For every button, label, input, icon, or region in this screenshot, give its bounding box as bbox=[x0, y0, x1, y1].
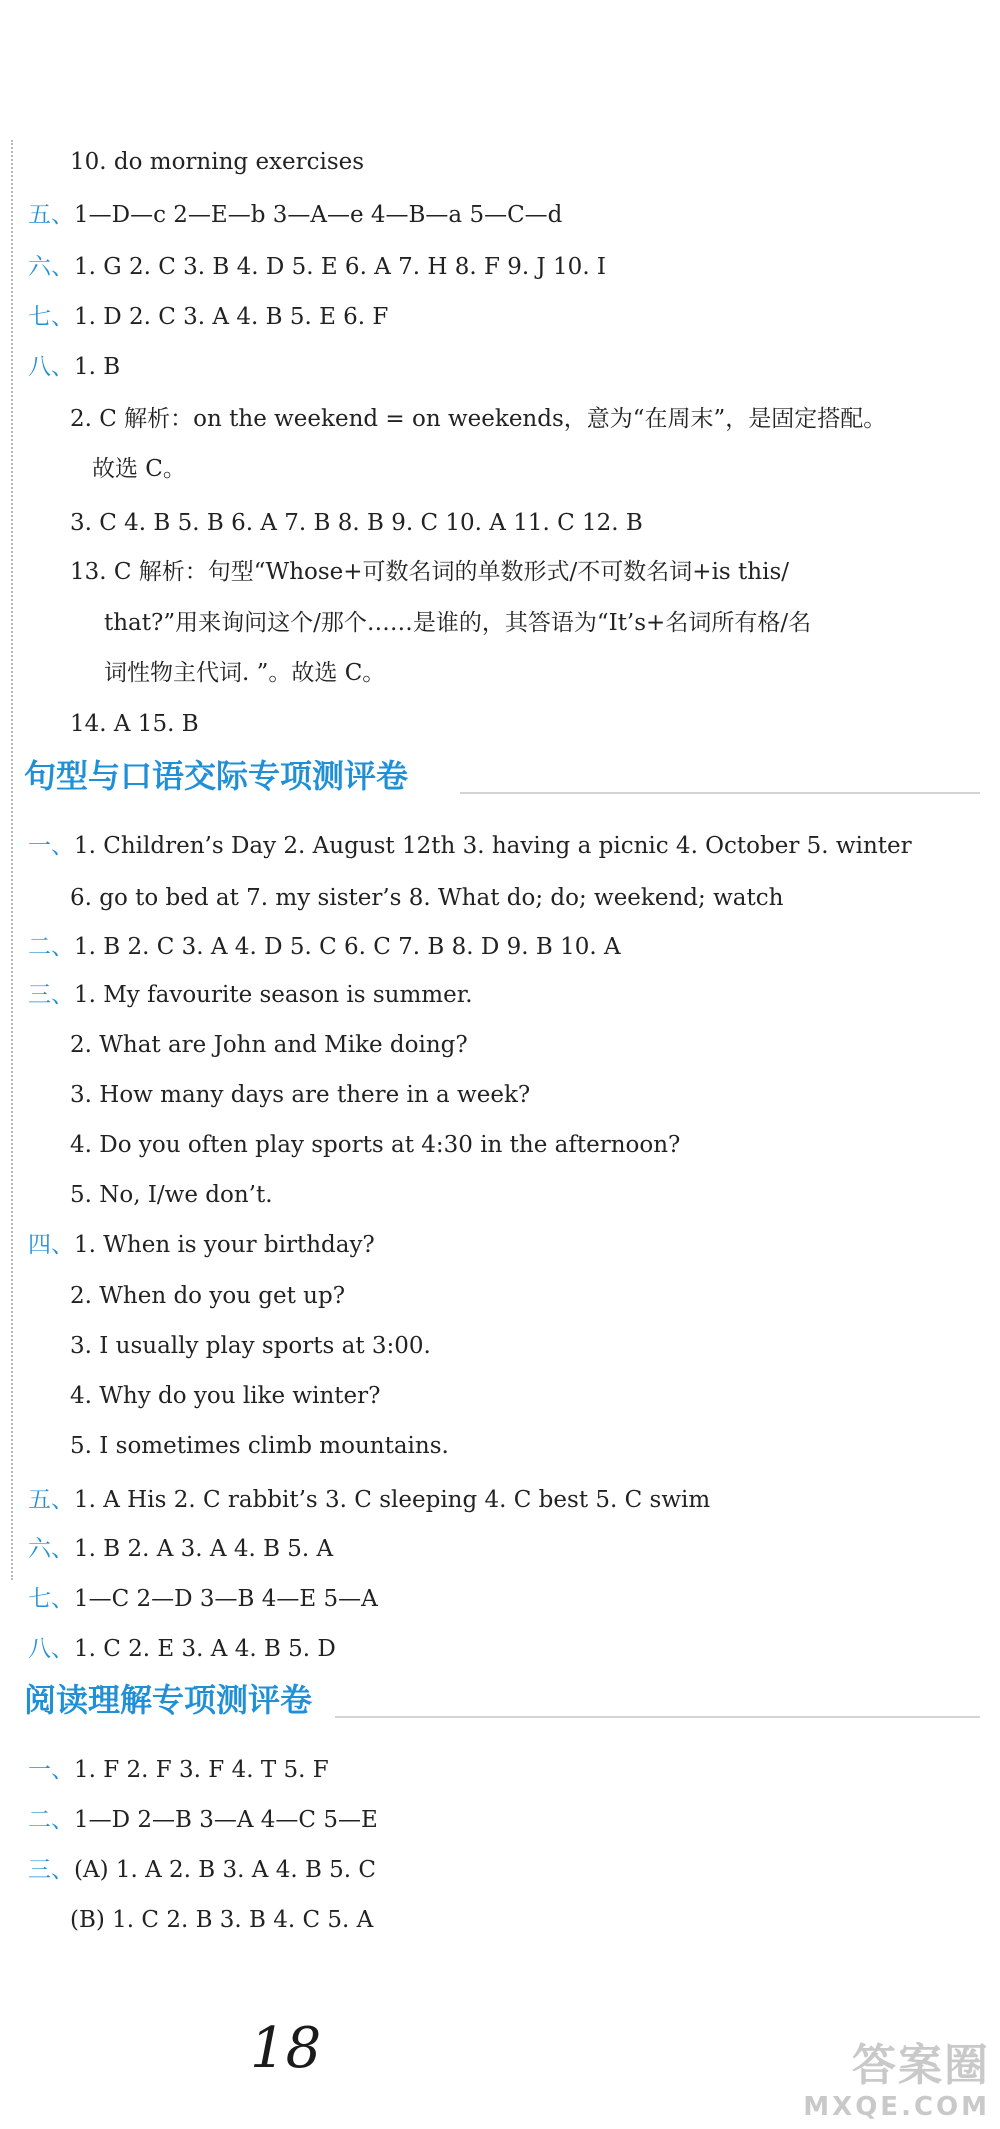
watermark-logo: 答案圈 bbox=[852, 2040, 990, 2091]
question-number: 八、 bbox=[28, 1636, 74, 1662]
answer-text: 1. F 2. F 3. F 4. T 5. F bbox=[74, 1757, 329, 1783]
answer-text: (A) 1. A 2. B 3. A 4. B 5. C bbox=[74, 1857, 377, 1883]
question-number: 六、 bbox=[28, 254, 74, 280]
answer-text: 1. A His 2. C rabbit’s 3. C sleeping 4. C best 5. C swim bbox=[74, 1487, 711, 1513]
answer-text: 1—C 2—D 3—B 4—E 5—A bbox=[74, 1586, 378, 1612]
question-number: 二、 bbox=[28, 1807, 74, 1833]
answer-text: 1. B 2. A 3. A 4. B 5. A bbox=[74, 1536, 334, 1562]
answer-line bbox=[28, 931, 1000, 963]
answer-line bbox=[28, 1804, 1000, 1836]
answer-line bbox=[28, 1533, 1000, 1565]
answer-line: 3. C 4. B 5. B 6. A 7. B 8. B 9. C 10. A 11. C 12. B bbox=[70, 510, 643, 536]
answer-line: 6. go to bed at 7. my sister’s 8. What do; do; weekend; watch bbox=[70, 885, 784, 911]
answer-text: 1—D—c 2—E—b 3—A—e 4—B—a 5—C—d bbox=[74, 202, 563, 228]
section-rule bbox=[335, 1716, 980, 1718]
answer-line bbox=[28, 1583, 1000, 1615]
answer-line: 10. do morning exercises bbox=[70, 149, 365, 175]
answer-line: 4. Why do you like winter? bbox=[70, 1383, 381, 1409]
question-number: 五、 bbox=[28, 202, 74, 228]
watermark-url: MXQE.COM bbox=[803, 2092, 990, 2122]
handwritten-page-number: 18 bbox=[250, 2016, 322, 2081]
answer-line bbox=[28, 1229, 1000, 1261]
answer-line: 2. When do you get up? bbox=[70, 1283, 346, 1309]
question-number: 一、 bbox=[28, 833, 74, 859]
answer-line: 13. C 解析：句型“Whose+可数名词的单数形式/不可数名词+is this/ bbox=[70, 559, 789, 585]
answer-text: 1. When is your birthday? bbox=[74, 1232, 375, 1258]
answer-line bbox=[28, 301, 1000, 333]
answer-line bbox=[28, 251, 1000, 283]
site-watermark bbox=[803, 2040, 990, 2122]
answer-line bbox=[28, 1754, 1000, 1786]
answer-line: that?”用来询问这个/那个……是谁的，其答语为“It’s+名词所有格/名 bbox=[104, 610, 812, 636]
answer-line: 14. A 15. B bbox=[70, 711, 199, 737]
question-number: 六、 bbox=[28, 1536, 74, 1562]
answer-text: 1. D 2. C 3. A 4. B 5. E 6. F bbox=[74, 304, 389, 330]
answer-line bbox=[28, 979, 1000, 1011]
question-number: 四、 bbox=[28, 1232, 74, 1258]
answer-text: 1. C 2. E 3. A 4. B 5. D bbox=[74, 1636, 336, 1662]
section-title: 阅读理解专项测评卷 bbox=[24, 1681, 313, 1719]
answer-line: 3. How many days are there in a week? bbox=[70, 1082, 531, 1108]
question-number: 三、 bbox=[28, 1857, 74, 1883]
answer-line: 故选 C。 bbox=[92, 456, 186, 482]
answer-line bbox=[28, 830, 1000, 862]
answer-line: 词性物主代词. ”。故选 C。 bbox=[104, 660, 386, 686]
section-title: 句型与口语交际专项测评卷 bbox=[24, 757, 409, 795]
section-rule bbox=[460, 792, 980, 794]
answer-line bbox=[28, 1633, 1000, 1665]
answer-line: (B) 1. C 2. B 3. B 4. C 5. A bbox=[70, 1907, 374, 1933]
answer-text: 1. G 2. C 3. B 4. D 5. E 6. A 7. H 8. F 9. J 10. I bbox=[74, 254, 607, 280]
answer-line: 4. Do you often play sports at 4:30 in the afternoon? bbox=[70, 1132, 681, 1158]
answer-line bbox=[28, 1484, 1000, 1516]
binding-margin-dots bbox=[11, 140, 13, 1580]
question-number: 八、 bbox=[28, 354, 74, 380]
answer-text: 1—D 2—B 3—A 4—C 5—E bbox=[74, 1807, 378, 1833]
answer-line: 2. C 解析：on the weekend = on weekends，意为“在周末”，是固定搭配。 bbox=[70, 406, 887, 432]
answer-text: 1. B 2. C 3. A 4. D 5. C 6. C 7. B 8. D 9. B 10. A bbox=[74, 934, 621, 960]
question-number: 五、 bbox=[28, 1487, 74, 1513]
answer-line bbox=[28, 1854, 1000, 1886]
answer-line: 5. No, I/we don’t. bbox=[70, 1182, 273, 1208]
answer-line bbox=[28, 351, 1000, 383]
answer-text: 1. Children’s Day 2. August 12th 3. having a picnic 4. October 5. winter bbox=[74, 833, 912, 859]
question-number: 一、 bbox=[28, 1757, 74, 1783]
answer-line: 3. I usually play sports at 3:00. bbox=[70, 1333, 431, 1359]
answer-line: 2. What are John and Mike doing? bbox=[70, 1032, 468, 1058]
question-number: 三、 bbox=[28, 982, 74, 1008]
answer-line bbox=[28, 199, 1000, 231]
answer-text: 1. My favourite season is summer. bbox=[74, 982, 473, 1008]
answer-text: 1. B bbox=[74, 354, 121, 380]
question-number: 二、 bbox=[28, 934, 74, 960]
question-number: 七、 bbox=[28, 304, 74, 330]
answer-line: 5. I sometimes climb mountains. bbox=[70, 1433, 449, 1459]
question-number: 七、 bbox=[28, 1586, 74, 1612]
